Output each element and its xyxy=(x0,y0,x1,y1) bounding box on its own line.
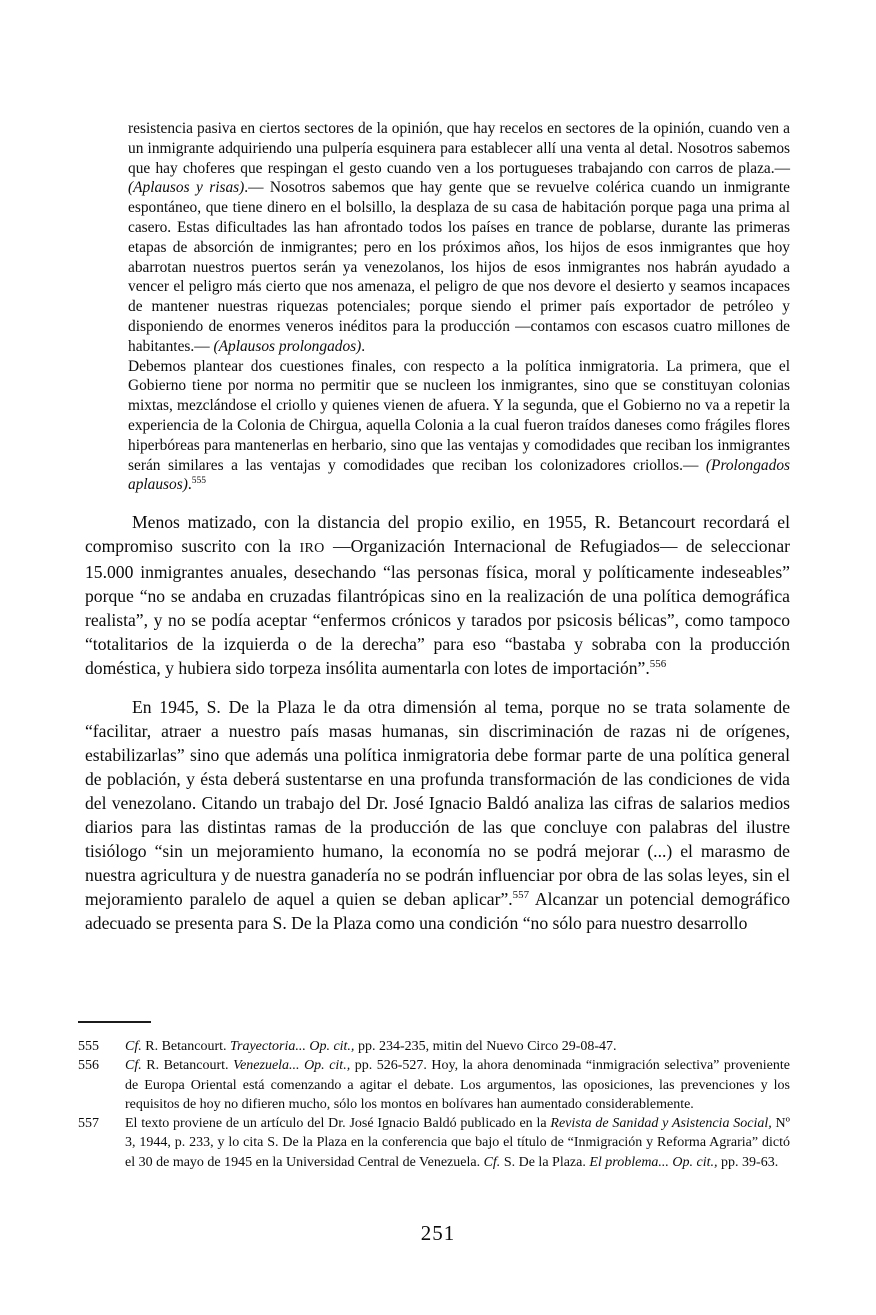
footnote-text: El texto proviene de un artículo del Dr. José Ignacio Baldó publicado en la Revista de Sanidad y Asistencia Social, Nº 3, 1944, p. 233, y lo cita S. De la Plaza en la conferencia que bajo el título de “Inmigración y Reforma Agraria” dictó el 30 de mayo de 1945 en la Universidad Central de Venezuela. Cf. S. De la Plaza. El problema... Op. cit., pp. 39-63. xyxy=(125,1116,791,1170)
footnotes-section xyxy=(78,1021,790,1172)
quote-paragraph-1: resistencia pasiva en ciertos sectores de la opinión, que hay recelos en sectores de la opinión, cuando ven a un inmigrante adquiriendo una pulpería esquinera para establecer allí una venta al detal. Nosotros sabemos que hay choferes que respingan el gesto cuando ven a los portugueses trabajando con carros de plaza.— (Aplausos y risas).— Nosotros sabemos que hay gente que se revuelve colérica cuando un inmigrante espontáneo, que tiene dinero en el bolsillo, la desplaza de su casa de habitación porque paga una prima al casero. Estas dificultades las han afrontado todos los países en trance de poblarse, durante las primeras etapas de absorción de inmigrantes; pero en los próximos años, los hijos de esos inmigrantes que hoy abarrotan nuestros puertos serán ya venezolanos, los hijos de esos inmigrantes nos habrán ayudado a vencer el peligro más cierto que nos amenaza, el peligro de que nos devore el desierto y seamos incapaces de mantener nuestras riquezas potenciales; porque siendo el primer país exportador de petróleo y disponiendo de enormes veneros inéditos para la producción —contamos con escasos cuatro millones de habitantes.— (Aplausos prolongados). xyxy=(128,120,790,355)
footnote-number: 557 xyxy=(78,1116,99,1132)
footnote-separator xyxy=(78,1021,151,1023)
footnote-text: Cf. R. Betancourt. Venezuela... Op. cit., pp. 526-527. Hoy, la ahora denominada “inmigración selectiva” proveniente de Europa Oriental está comenzando a agitar el debate. Los argumentos, las oposiciones, las prevenciones y los requisitos de hoy no difieren mucho, sólo los montos en bolívares han aumentado considerablemente. xyxy=(125,1058,791,1112)
body-paragraph-1: Menos matizado, con la distancia del propio exilio, en 1955, R. Betancourt recordará el compromiso suscrito con la IRO —Organización Internacional de Refugiados— de seleccionar 15.000 inmigrantes anuales, desechando “las personas física, moral y políticamente indeseables” porque “no se andaba en cruzadas filantrópicas sino en la realización de una política demográfica realista”, y no se podía aceptar “enfermos crónicos y tarados por psicosis bélicas”, como tampoco “totalitarios de la izquierda o de la derecha” para eso “bastaba y sobraba con la producción doméstica, y hubiera sido torpeza insólita aumentarla con lotes de importación”.$^{556}$ xyxy=(85,512,790,678)
quote-paragraph-2: Debemos plantear dos cuestiones finales, con respecto a la política inmigratoria. La primera, que el Gobierno tiene por norma no permitir que se nucleen los inmigrantes, sino que se constituyan colonias mixtas, mezclándose el criollo y quienes vienen de afuera. Y la segunda, que el Gobierno no va a repetir la experiencia de la Colonia de Chirgua, aquella Colonia a la cual fueron traídos daneses como frágiles flores hiperbóreas para mantenerlas en herbario, sino que las ventajas y comodidades que reciban los inmigrantes serán similares a las ventajas y comodidades que reciban los colonizadores criollos.— (Prolongados aplausos).$^{555}$ xyxy=(128,357,790,494)
footnote-number: 555 xyxy=(78,1039,99,1054)
page-number: 251 xyxy=(420,1221,456,1245)
footnote-number: 556 xyxy=(78,1058,99,1074)
footnote-555 xyxy=(78,1037,790,1056)
footnote-557 xyxy=(78,1114,790,1172)
body-paragraph-2: En 1945, S. De la Plaza le da otra dimensión al tema, porque no se trata solamente de “facilitar, atraer a nuestro país masas humanas, sin discriminación de razas ni de orígenes, estabilizarlas” sino que además una política inmigratoria debe formar parte de una política general de población, y ésta deberá sustentarse en una profunda transformación de las condiciones de vida del venezolano. Citando un trabajo del Dr. José Ignacio Baldó analiza las cifras de salarios medios diarios para las distintas ramas de la producción de las que concluye con palabras del ilustre tisiólogo “sin un mejoramiento humano, la economía no se podrá mejorar (...) el marasmo de nuestra agricultura y de nuestra ganadería no se podrán influenciar por obra de las solas leyes, sin el mejoramiento paralelo de aquel a quien se deban aplicar”.$^{557}$ Alcanzar un potencial demográfico adecuado se presenta para S. De la Plaza como una condición “no sólo para nuestro desarrollo xyxy=(85,697,791,933)
footnote-text: Cf. R. Betancourt. Trayectoria... Op. cit., pp. 234-235, mitin del Nuevo Circo 29-08-47. xyxy=(125,1039,617,1054)
body-text xyxy=(85,511,790,935)
block-quote xyxy=(128,119,790,495)
footnote-556 xyxy=(78,1056,790,1114)
